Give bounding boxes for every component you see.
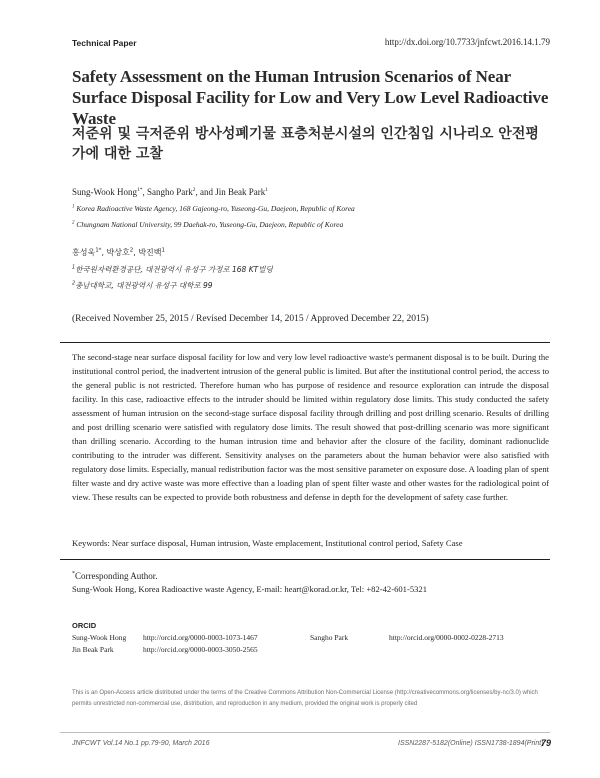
license-notice: This is an Open-Access article distributed under the terms of the Creative Commons Attribution Non-Commercial License (http://creativecommons.org/licenses/by-nc/3.0) which permits unrestricted non-commercial use, distribution, and reproduction in any medium, provided the original work is properly cited xyxy=(72,690,538,707)
orcid-heading: ORCID xyxy=(72,621,97,630)
author-superscript: 1 xyxy=(265,187,269,193)
keywords: Keywords: Near surface disposal, Human intrusion, Waste emplacement, Institutional control period, Safety Case xyxy=(72,538,463,548)
author-name: Jin Beak Park xyxy=(215,187,266,197)
author-superscript: 1* xyxy=(95,247,102,254)
title-english: Safety Assessment on the Human Intrusion Scenarios of Near Surface Disposal Facility for Low and Very Low Level Radioactive Waste xyxy=(72,67,549,128)
abstract: The second-stage near surface disposal facility for low and very low level radioactive waste's permanent disposal is to be built. During the institutional control period, the inadvertent intrusion of the general public is limited. But after the institutional control period, the access to the general public is not restricted. Therefore human who has purpose of residence and resource exploration can intrude the disposal facility. In this case, radioactive effects to the intruder should be limited within regulatory dose limits. This study conducted the safety assessment of human intrusion on the second-stage surface disposal facility through drilling and post drilling scenario. Results of drilling and post drilling scenario were satisfied with regulatory dose limits. The result showed that post-drilling scenario was more significant than drilling scenario. According to the human intrusion time and behavior after the closure of the facility, dominant radionuclide contributing to the intruder was different. Sensitivity analyses on the parameters about the human behavior were also satisfied with regulatory dose limits. Especially, manual redistribution factor was the most sensitive parameter on exposure dose. A loading plan of spent filter waste and dry active waste was more effective than a loading plan of spent filter waste and other wastes for the radiological point of view. These results can be expected to provide both robustness and defense in depth for the development of safety case further. xyxy=(72,352,549,503)
author-superscript: 2 xyxy=(192,187,196,193)
issn: ISSN2287-5182(Online) ISSN1738-1894(Print) xyxy=(398,740,544,747)
authors-english xyxy=(72,187,268,197)
affiliation-english xyxy=(72,204,355,213)
page-number: 79 xyxy=(541,738,552,748)
doi-link[interactable]: http://dx.doi.org/10.7733/jnfcwt.2016.14.1.79 xyxy=(384,37,550,47)
affiliation-text: 충남대학교, 대전광역시 유성구 대학로 99 xyxy=(75,281,213,290)
author-name: 박진백 xyxy=(138,248,162,257)
orcid-name: Sung-Wook Hong xyxy=(72,633,127,642)
affiliation-text: 한국원자력환경공단, 대전광역시 유성구 가정로 168 KT빌딩 xyxy=(75,265,273,274)
affiliation-text: Chungnam National University, 99 Daehak-ro, Yuseong-Gu, Daejeon, Republic of Korea xyxy=(76,220,344,229)
author-name: 홍성욱 xyxy=(72,248,96,257)
divider xyxy=(60,559,550,560)
section-label: Technical Paper xyxy=(72,38,137,48)
affiliation-number: 1 xyxy=(72,204,75,210)
title-korean: 저준위 및 극저준위 방사성폐기물 표층처분시설의 인간침입 시나리오 안전평가에 대한 고찰 xyxy=(72,126,539,162)
footer-divider xyxy=(60,732,550,733)
author-superscript: 1* xyxy=(137,187,143,193)
affiliation-text: Korea Radioactive Waste Agency, 168 Gajeong-ro, Yuseong-Gu, Daejeon, Republic of Korea xyxy=(76,204,355,213)
author-name: 박상호 xyxy=(106,248,130,257)
affiliation-number: 1 xyxy=(72,264,76,271)
orcid-link[interactable]: http://orcid.org/0000-0003-3050-2565 xyxy=(143,645,258,654)
orcid-link[interactable]: http://orcid.org/0000-0003-1073-1467 xyxy=(143,633,258,642)
author-name: Sangho Park xyxy=(147,187,193,197)
affiliation-korean xyxy=(72,280,213,291)
divider xyxy=(60,342,550,343)
orcid-name: Sangho Park xyxy=(310,633,349,642)
orcid-link[interactable]: http://orcid.org/0000-0002-0228-2713 xyxy=(389,633,504,642)
received-dates: (Received November 25, 2015 / Revised December 14, 2015 / Approved December 22, 2015) xyxy=(72,314,429,324)
journal-citation: JNFCWT Vol.14 No.1 pp.79-90, March 2016 xyxy=(72,740,210,747)
author-superscript: 1 xyxy=(161,247,165,254)
author-separator: , xyxy=(101,248,107,257)
corresponding-label-text: Corresponding Author. xyxy=(75,571,158,581)
author-separator: , xyxy=(142,187,148,197)
author-separator: , and xyxy=(195,187,216,197)
author-name: Sung-Wook Hong xyxy=(72,187,138,197)
affiliation-number: 2 xyxy=(72,280,76,287)
affiliation-english xyxy=(72,220,343,229)
author-superscript: 2 xyxy=(129,247,134,254)
author-separator: , xyxy=(133,248,139,257)
orcid-name: Jin Beak Park xyxy=(72,645,114,654)
corresponding-author-info: Sung-Wook Hong, Korea Radioactive waste Agency, E-mail: heart@korad.or.kr, Tel: +82-42-601-5321 xyxy=(72,584,428,594)
corresponding-author-label xyxy=(72,571,158,581)
affiliation-korean xyxy=(72,264,273,275)
corresponding-mark: * xyxy=(72,571,75,577)
authors-korean xyxy=(72,247,165,258)
affiliation-number: 2 xyxy=(72,220,75,226)
